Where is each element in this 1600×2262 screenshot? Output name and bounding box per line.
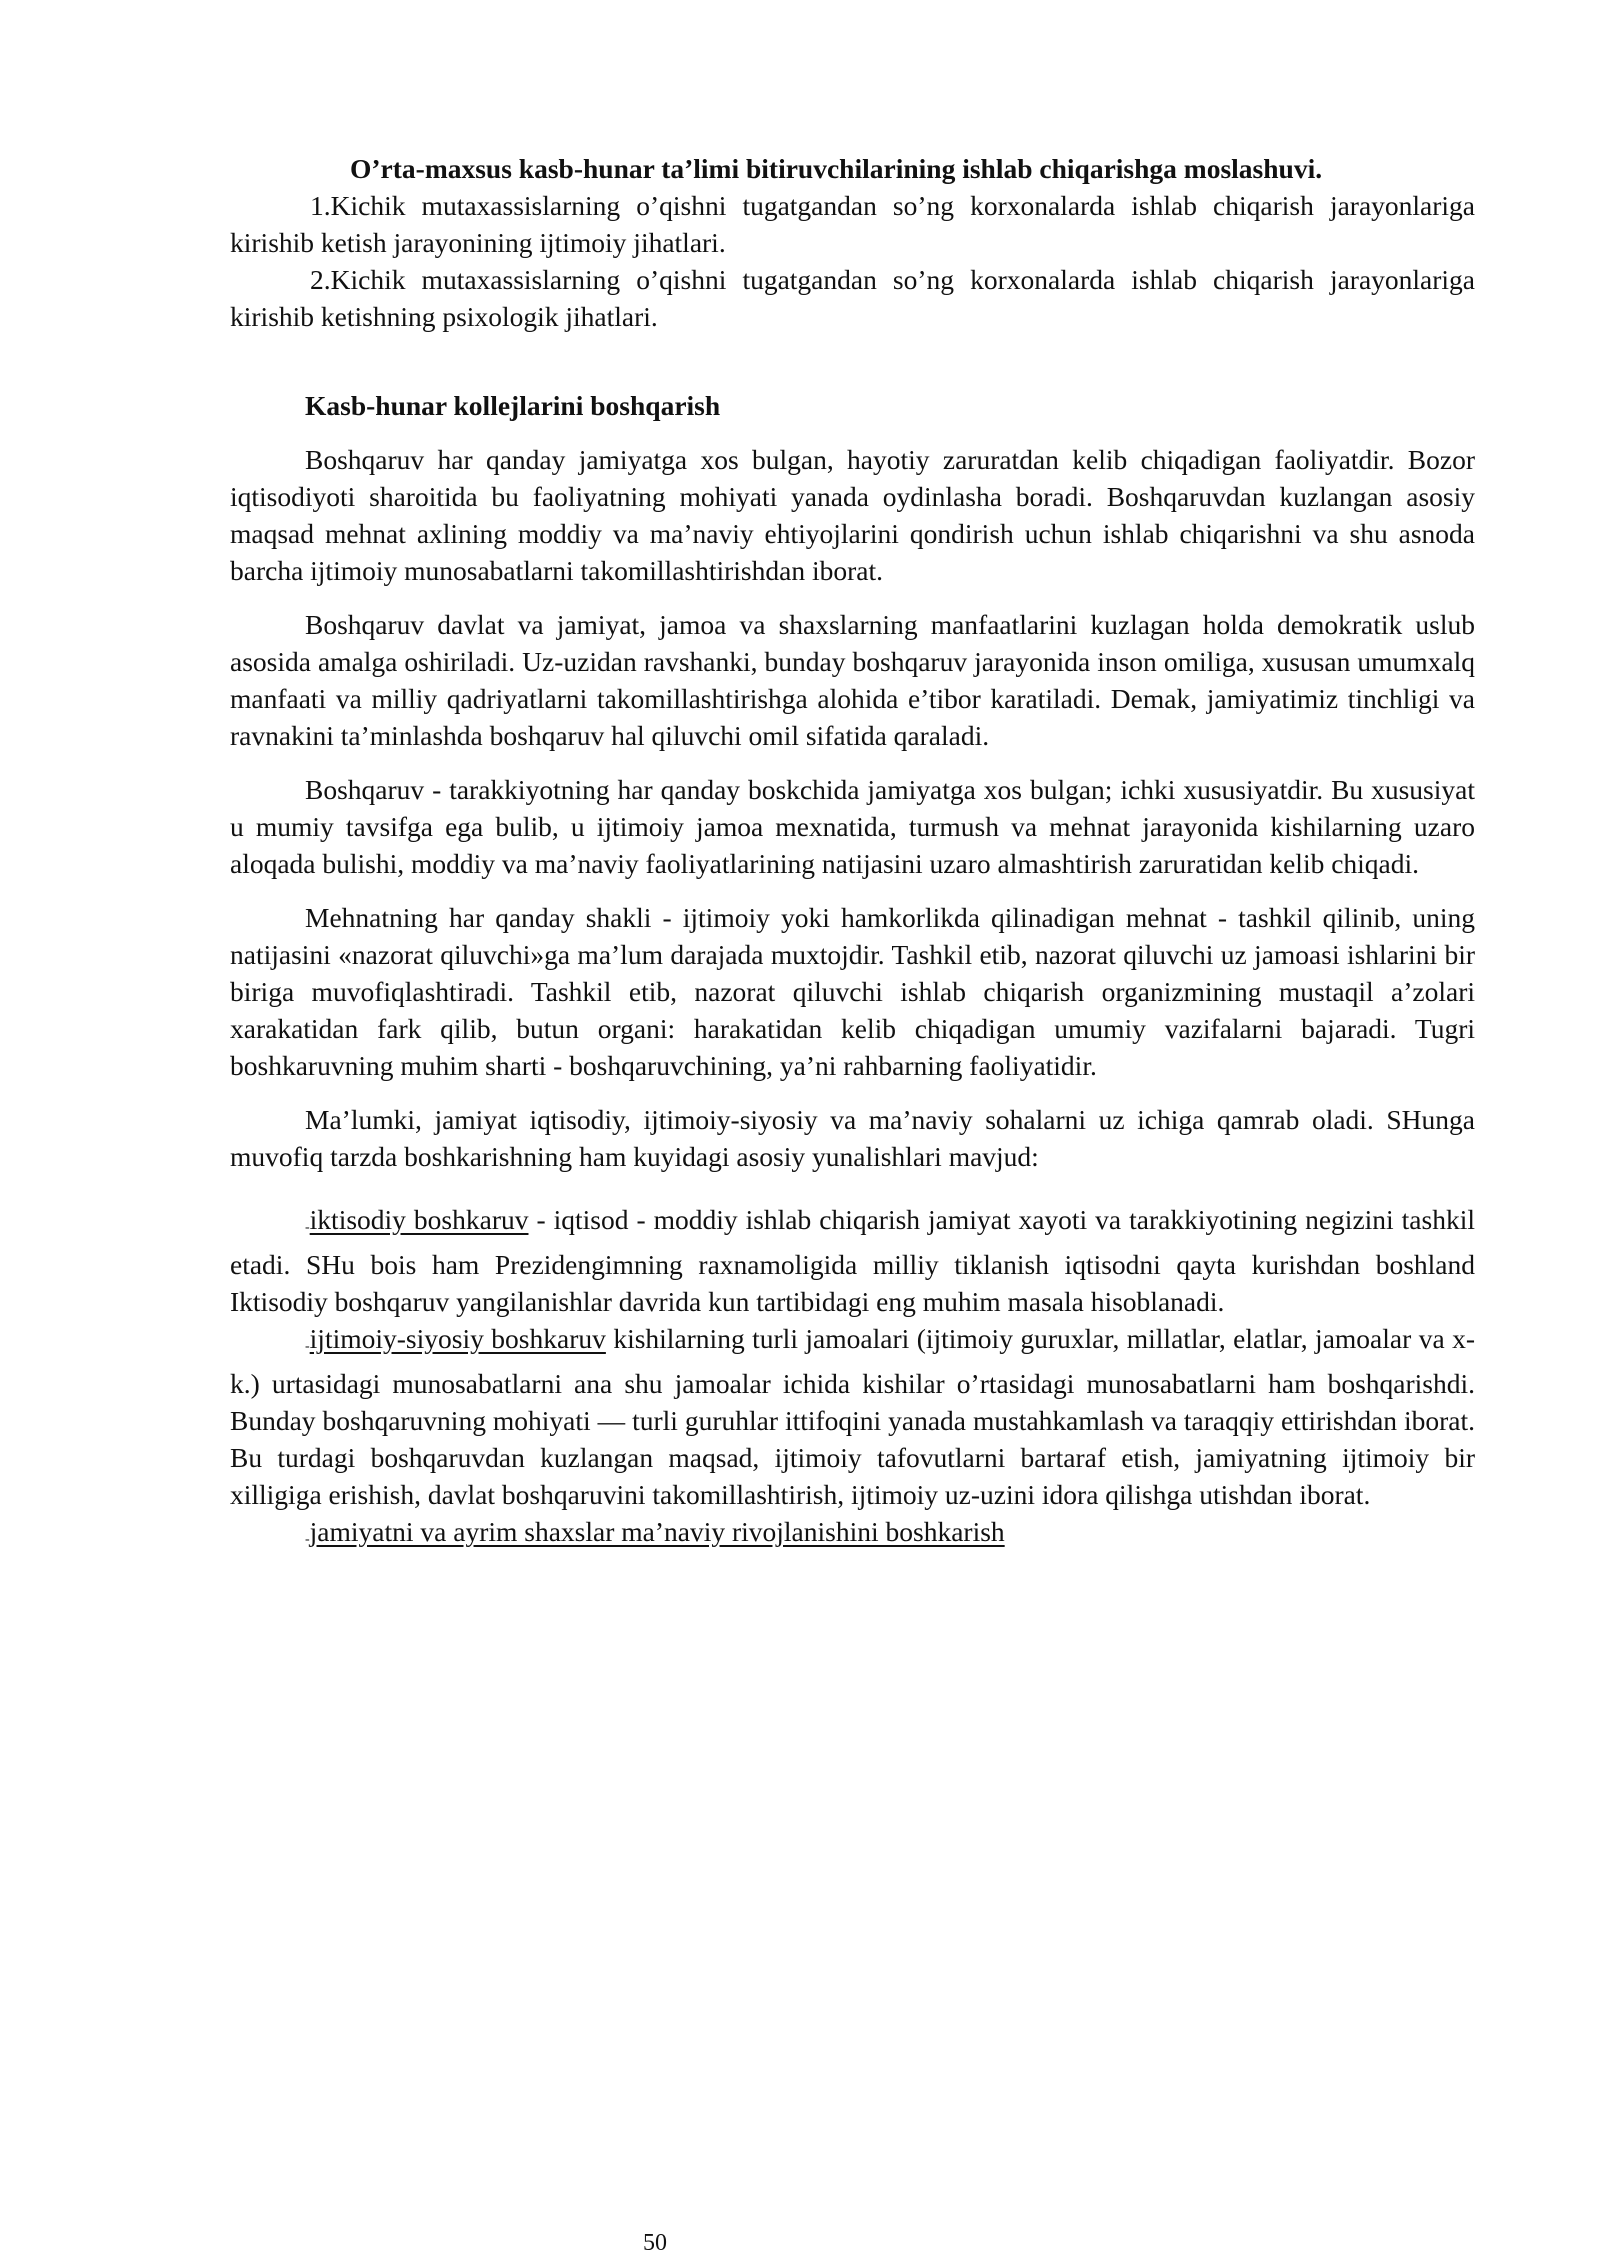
paragraph-1: Boshqaruv har qanday jamiyatga xos bulgan, hayotiy zaruratdan kelib chiqadigan faoliyatdir. Bozor iqtisodiyoti sharoitida bu faoliyatning mohiyati yanada oydinlasha boradi. Boshqaruvdan kuzlangan asosiy maqsad mehnat axlining moddiy va ma’naviy ehtiyojlarini qondirish uchun ishlab chiqarishni va shu asnoda barcha ijtimoiy munosabatlarni takomillashtirishdan iborat. — [230, 444, 1475, 586]
list-marker: - — [305, 1532, 310, 1547]
section-title: Kasb-hunar kollejlarini boshqarish — [305, 390, 721, 421]
numbered-item-2: 2.Kichik mutaxassislarning o’qishni tugatgandan so’ng korxonalarda ishlab chiqarish jarayonlariga kirishib ketishning psixologik jihatlari. — [230, 264, 1475, 332]
list-item-social-political — [230, 1320, 1475, 1513]
list-term: ijtimoiy-siyosiy boshkaruv — [309, 1323, 606, 1354]
list-item-spiritual — [230, 1513, 1475, 1558]
list-item-economic — [230, 1201, 1475, 1320]
page-number: 50 — [643, 2230, 667, 2256]
paragraph-5: Ma’lumki, jamiyat iqtisodiy, ijtimoiy-siyosiy va ma’naviy sohalarni uz ichiga qamrab oladi. SHunga muvofiq tarzda boshkarishning ham kuyidagi asosiy yunalishlari mavjud: — [230, 1104, 1475, 1172]
numbered-item-1: 1.Kichik mutaxassislarning o’qishni tugatgandan so’ng korxonalarda ishlab chiqarish jarayonlariga kirishib ketish jarayonining ijtimoiy jihatlari. — [230, 190, 1475, 258]
document-title: O’rta-maxsus kasb-hunar ta’limi bitiruvchilarining ishlab chiqarishga moslashuvi. — [350, 153, 1323, 184]
list-term: jamiyatni va ayrim shaxslar ma’naviy rivojlanishini boshkarish — [309, 1516, 1005, 1547]
list-term: iktisodiy boshkaruv — [309, 1204, 529, 1235]
management-directions-list — [230, 1201, 1475, 1558]
document-page — [230, 150, 1475, 1558]
paragraph-2: Boshqaruv davlat va jamiyat, jamoa va shaxslarning manfaatlarini kuzlagan holda demokratik uslub asosida amalga oshiriladi. Uz-uzidan ravshanki, bunday boshqaruv jarayonida inson omiliga, xususan umumxalq manfaati va milliy qadriyatlarni takomillashtirishga alohida e’tibor karatiladi. Demak, jamiyatimiz tinchligi va ravnakini ta’minlashda boshqaruv hal qiluvchi omil sifatida qaraladi. — [230, 609, 1475, 751]
list-marker: - — [305, 1339, 310, 1354]
list-marker: - — [305, 1220, 310, 1235]
list-text: - iqtisod - moddiy ishlab chiqarish jamiyat xayoti va tarakkiyotining negizini tashkil etadi. SHu bois ham Prezidengimning raxnamoligida milliy tiklanish iqtisodni qayta kurishdan boshland Iktisodiy boshqaruv yangilanishlar davrida kun tartibidagi eng muhim masala hisoblanadi. — [230, 1204, 1475, 1317]
paragraph-3: Boshqaruv - tarakkiyotning har qanday boskchida jamiyatga xos bulgan; ichki xususiyatdir. Bu xususiyat u mumiy tavsifga ega bulib, u ijtimoiy jamoa mexnatida, turmush va mehnat jarayonida kishilarning uzaro aloqada bulishi, moddiy va ma’naviy faoliyatlarining natijasini uzaro almashtirish zaruratidan kelib chiqadi. — [230, 774, 1475, 879]
list-text: kishilarning turli jamoalari (ijtimoiy guruxlar, millatlar, elatlar, jamoalar va x-k.) urtasidagi munosabatlarni ana shu jamoalar ichida kishilar o’rtasidagi munosabatlarni ham boshqarishdi. Bunday boshqaruvning mohiyati — turli guruhlar ittifoqini yanada mustahkamlash va taraqqiy ettirishdan iborat. Bu turdagi boshqaruvdan kuzlangan maqsad, ijtimoiy tafovutlarni bartaraf etish, jamiyatning ijtimoiy bir xilligiga erishish, davlat boshqaruvini takomillashtirish, ijtimoiy uz-uzini idora qilishga utishdan iborat. — [230, 1323, 1476, 1510]
paragraph-4: Mehnatning har qanday shakli - ijtimoiy yoki hamkorlikda qilinadigan mehnat - tashkil qilinib, uning natijasini «nazorat qiluvchi»ga ma’lum darajada muxtojdir. Tashkil etib, nazorat qiluvchi uz jamoasi ishlarini bir biriga muvofiqlashtiradi. Tashkil etib, nazorat qiluvchi ishlab chiqarish organizmining mustaqil a’zolari xarakatidan fark qilib, butun organi: harakatidan kelib chiqadigan umumiy vazifalarni bajaradi. Tugri boshkaruvning muhim sharti - boshqaruvchining, ya’ni rahbarning faoliyatidir. — [230, 902, 1475, 1081]
